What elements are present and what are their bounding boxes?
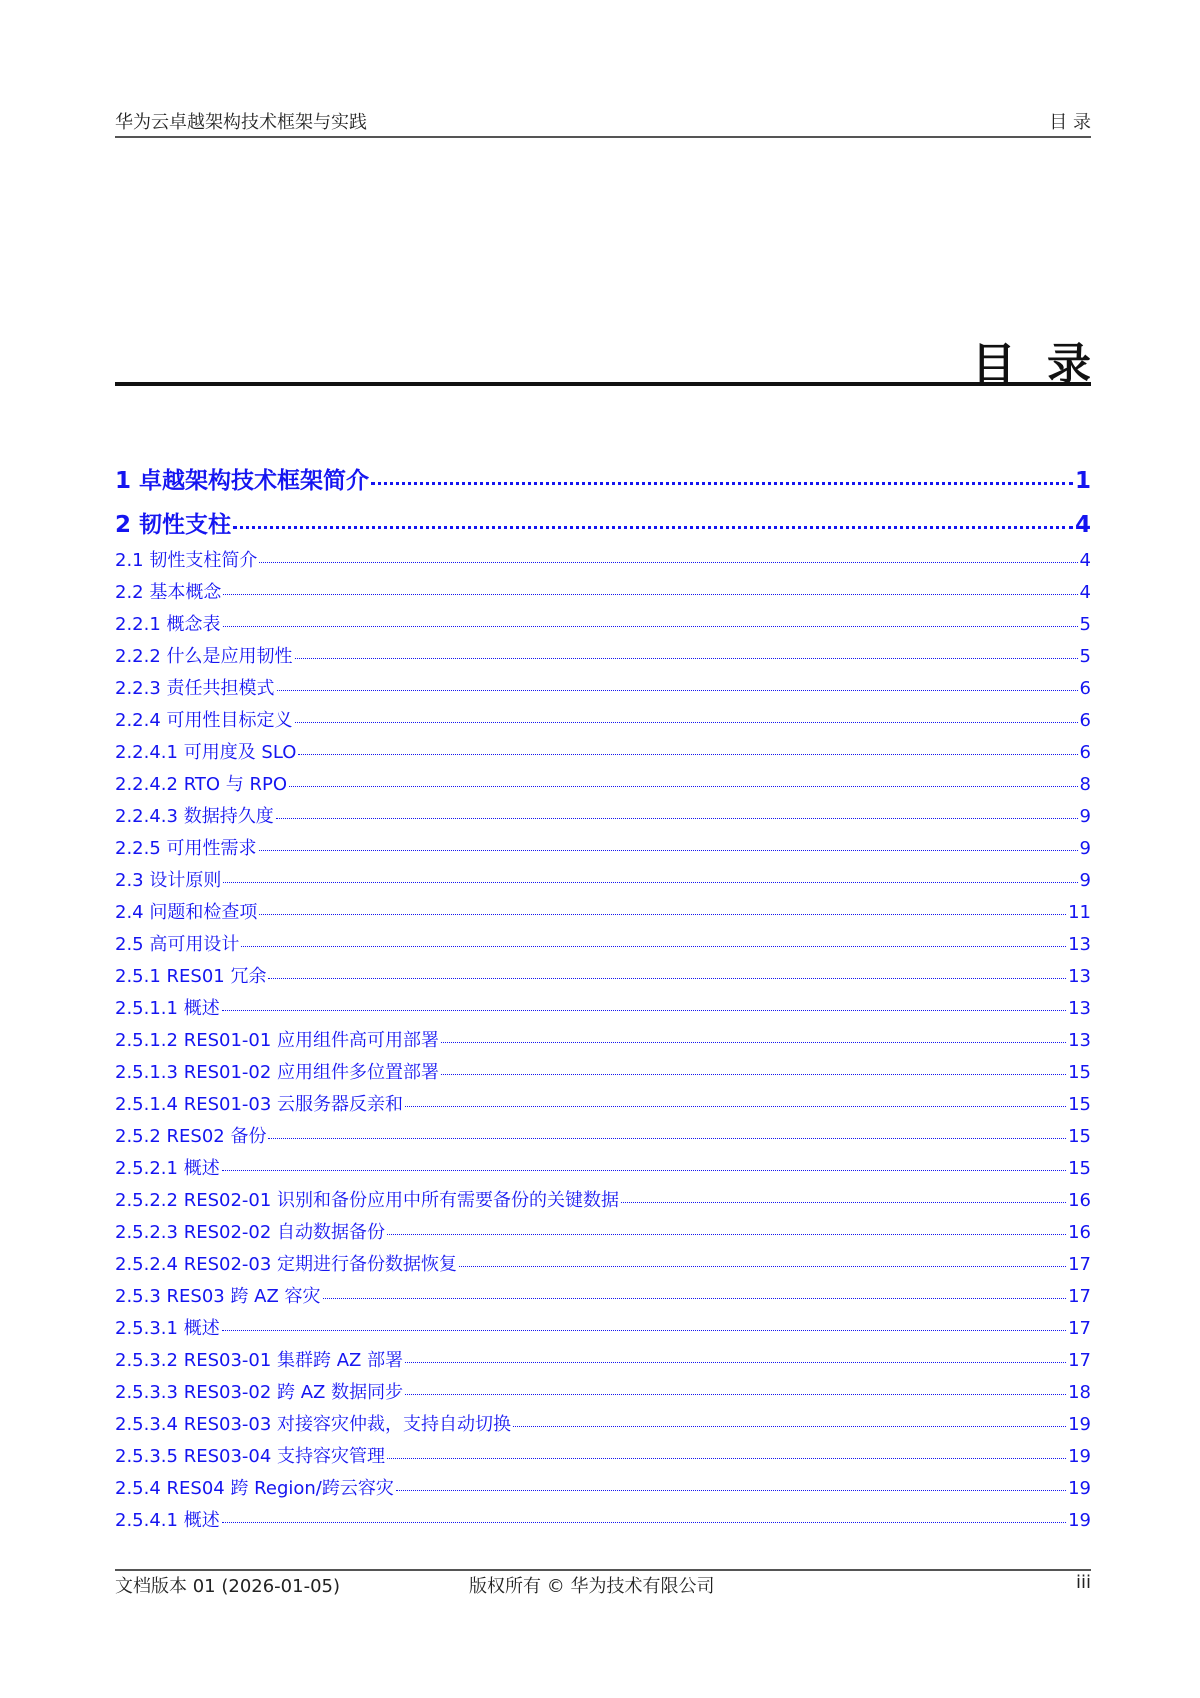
dot-leader bbox=[295, 722, 1078, 723]
dot-leader bbox=[233, 526, 1073, 529]
toc-entry-page: 1 bbox=[1074, 468, 1091, 494]
toc-entry-label: 2.5.1.1 概述 bbox=[115, 998, 220, 1019]
toc-entry-label: 2.2.4.2 RTO 与 RPO bbox=[115, 774, 288, 795]
dot-leader bbox=[259, 914, 1066, 915]
dot-leader bbox=[396, 1490, 1066, 1491]
toc-entry[interactable] bbox=[115, 1282, 1091, 1314]
toc-entry-label: 2.2 基本概念 bbox=[115, 582, 222, 603]
toc-entry[interactable] bbox=[115, 1186, 1091, 1218]
dot-leader bbox=[459, 1266, 1066, 1267]
toc-chapter-entry[interactable] bbox=[115, 506, 1091, 546]
toc-entry-page: 4 bbox=[1074, 512, 1091, 538]
toc-entry-label: 2.5.4 RES04 跨 Region/跨云容灾 bbox=[115, 1478, 394, 1499]
toc-entry-label: 2.5.1.3 RES01-02 应用组件多位置部署 bbox=[115, 1062, 440, 1083]
toc-entry-label: 2.5.2.2 RES02-01 识别和备份应用中所有需要备份的关键数据 bbox=[115, 1190, 620, 1211]
dot-leader bbox=[387, 1234, 1066, 1235]
toc-entry-page: 17 bbox=[1068, 1286, 1091, 1307]
toc-entry-page: 4 bbox=[1079, 582, 1091, 603]
toc-entry[interactable] bbox=[115, 546, 1091, 578]
header-divider bbox=[115, 136, 1091, 138]
toc-entry-page: 17 bbox=[1068, 1254, 1091, 1275]
dot-leader bbox=[276, 818, 1078, 819]
toc-chapter-entry[interactable] bbox=[115, 462, 1091, 502]
toc-entry-page: 6 bbox=[1079, 710, 1091, 731]
toc-entry-label: 2.5 高可用设计 bbox=[115, 934, 240, 955]
toc-entry-label: 2.4 问题和检查项 bbox=[115, 902, 258, 923]
toc-entry-label: 2.2.3 责任共担模式 bbox=[115, 678, 275, 699]
toc-entry-page: 15 bbox=[1068, 1158, 1091, 1179]
dot-leader bbox=[277, 690, 1078, 691]
toc-entry[interactable] bbox=[115, 834, 1091, 866]
dot-leader bbox=[223, 882, 1077, 883]
toc-entry[interactable] bbox=[115, 610, 1091, 642]
toc-entry-label: 2.5.3.4 RES03-03 对接容灾仲裁，支持自动切换 bbox=[115, 1414, 512, 1435]
toc-entry-page: 9 bbox=[1079, 870, 1091, 891]
toc-entry[interactable] bbox=[115, 1474, 1091, 1506]
toc-entry-page: 19 bbox=[1068, 1478, 1091, 1499]
toc-entry-page: 4 bbox=[1079, 550, 1091, 571]
dot-leader bbox=[223, 594, 1077, 595]
toc-entry[interactable] bbox=[115, 1122, 1091, 1154]
toc-entry[interactable] bbox=[115, 962, 1091, 994]
page-footer bbox=[115, 1572, 1091, 1596]
toc-entry[interactable] bbox=[115, 1218, 1091, 1250]
toc-entry-page: 15 bbox=[1068, 1062, 1091, 1083]
title-divider bbox=[115, 382, 1091, 386]
toc-entry-label: 2.2.2 什么是应用韧性 bbox=[115, 646, 293, 667]
dot-leader bbox=[289, 786, 1078, 787]
dot-leader bbox=[621, 1202, 1066, 1203]
toc-entry-label: 2.1 韧性支柱简介 bbox=[115, 550, 258, 571]
toc-entry-page: 15 bbox=[1068, 1126, 1091, 1147]
toc-entry-label: 2.2.4.3 数据持久度 bbox=[115, 806, 274, 827]
toc-entry-label: 2.5.3.2 RES03-01 集群跨 AZ 部署 bbox=[115, 1350, 404, 1371]
toc-entry[interactable] bbox=[115, 1154, 1091, 1186]
toc-entry-label: 2 韧性支柱 bbox=[115, 512, 232, 538]
dot-leader bbox=[259, 562, 1077, 563]
toc-entry[interactable] bbox=[115, 1442, 1091, 1474]
toc-entry[interactable] bbox=[115, 1090, 1091, 1122]
toc-entry-label: 2.5.2.1 概述 bbox=[115, 1158, 220, 1179]
toc-entry-page: 16 bbox=[1068, 1190, 1091, 1211]
toc-entry[interactable] bbox=[115, 1410, 1091, 1442]
toc-entry-label: 2.2.1 概念表 bbox=[115, 614, 221, 635]
toc-entry-label: 2.2.4.1 可用度及 SLO bbox=[115, 742, 297, 763]
dot-leader bbox=[371, 482, 1073, 485]
toc-entry-page: 6 bbox=[1079, 742, 1091, 763]
dot-leader bbox=[513, 1426, 1066, 1427]
toc-entry[interactable] bbox=[115, 1314, 1091, 1346]
toc-entry-label: 2.5.3 RES03 跨 AZ 容灾 bbox=[115, 1286, 321, 1307]
toc-entry-page: 19 bbox=[1068, 1414, 1091, 1435]
toc-entry[interactable] bbox=[115, 674, 1091, 706]
toc-entry[interactable] bbox=[115, 1506, 1091, 1538]
dot-leader bbox=[222, 1330, 1066, 1331]
dot-leader bbox=[222, 1170, 1066, 1171]
toc-entry-page: 17 bbox=[1068, 1350, 1091, 1371]
toc-entry-page: 9 bbox=[1079, 838, 1091, 859]
toc-entry-label: 2.5.3.5 RES03-04 支持容灾管理 bbox=[115, 1446, 386, 1467]
toc-entry[interactable] bbox=[115, 930, 1091, 962]
toc-entry[interactable] bbox=[115, 802, 1091, 834]
toc-entry[interactable] bbox=[115, 706, 1091, 738]
dot-leader bbox=[295, 658, 1078, 659]
dot-leader bbox=[222, 1010, 1066, 1011]
toc-entry-page: 13 bbox=[1068, 966, 1091, 987]
dot-leader bbox=[268, 1138, 1066, 1139]
dot-leader bbox=[405, 1106, 1066, 1107]
toc-entry-page: 17 bbox=[1068, 1318, 1091, 1339]
footer-copyright: 版权所有 © 华为技术有限公司 bbox=[469, 1576, 715, 1597]
page-header bbox=[115, 110, 1091, 134]
toc-entry-page: 13 bbox=[1068, 998, 1091, 1019]
dot-leader bbox=[323, 1298, 1067, 1299]
dot-leader bbox=[298, 754, 1077, 755]
toc-entry-label: 2.5.1.2 RES01-01 应用组件高可用部署 bbox=[115, 1030, 440, 1051]
toc-entry-label: 2.5.1 RES01 冗余 bbox=[115, 966, 267, 987]
dot-leader bbox=[405, 1362, 1066, 1363]
footer-divider bbox=[115, 1569, 1091, 1571]
toc-entry[interactable] bbox=[115, 642, 1091, 674]
toc-entry[interactable] bbox=[115, 1346, 1091, 1378]
toc-entry-page: 11 bbox=[1068, 902, 1091, 923]
toc-entry[interactable] bbox=[115, 898, 1091, 930]
toc-entry-page: 15 bbox=[1068, 1094, 1091, 1115]
toc-entry-label: 2.5.4.1 概述 bbox=[115, 1510, 220, 1531]
toc-entry-label: 2.5.3.3 RES03-02 跨 AZ 数据同步 bbox=[115, 1382, 404, 1403]
page-title: 目 录 bbox=[971, 339, 1099, 390]
toc-entry[interactable] bbox=[115, 770, 1091, 802]
dot-leader bbox=[387, 1458, 1066, 1459]
toc-entry-page: 18 bbox=[1068, 1382, 1091, 1403]
toc-entry[interactable] bbox=[115, 1250, 1091, 1282]
footer-page-number: iii bbox=[1075, 1572, 1091, 1593]
toc-entry-page: 16 bbox=[1068, 1222, 1091, 1243]
toc-entry[interactable] bbox=[115, 994, 1091, 1026]
toc-entry[interactable] bbox=[115, 578, 1091, 610]
dot-leader bbox=[223, 626, 1078, 627]
toc-entry-page: 19 bbox=[1068, 1510, 1091, 1531]
toc-entry[interactable] bbox=[115, 1026, 1091, 1058]
toc-entry-page: 19 bbox=[1068, 1446, 1091, 1467]
toc-entry[interactable] bbox=[115, 866, 1091, 898]
dot-leader bbox=[405, 1394, 1066, 1395]
toc-entry-label: 2.3 设计原则 bbox=[115, 870, 222, 891]
toc-entry[interactable] bbox=[115, 738, 1091, 770]
toc-entry[interactable] bbox=[115, 1378, 1091, 1410]
toc-entry-label: 2.2.4 可用性目标定义 bbox=[115, 710, 293, 731]
toc-entry-page: 5 bbox=[1079, 646, 1091, 667]
header-doc-title: 华为云卓越架构技术框架与实践 bbox=[115, 112, 367, 133]
dot-leader bbox=[259, 850, 1078, 851]
dot-leader bbox=[441, 1042, 1066, 1043]
dot-leader bbox=[441, 1074, 1066, 1075]
toc-entry-page: 13 bbox=[1068, 1030, 1091, 1051]
footer-version: 文档版本 01 (2026-01-05) bbox=[115, 1576, 340, 1597]
toc-entry-page: 8 bbox=[1079, 774, 1091, 795]
toc-entry-label: 2.5.2.3 RES02-02 自动数据备份 bbox=[115, 1222, 386, 1243]
toc-entry[interactable] bbox=[115, 1058, 1091, 1090]
header-section: 目 录 bbox=[1049, 112, 1091, 133]
toc-entry-label: 1 卓越架构技术框架简介 bbox=[115, 468, 370, 494]
toc-entry-label: 2.5.2 RES02 备份 bbox=[115, 1126, 267, 1147]
toc-entry-label: 2.5.2.4 RES02-03 定期进行备份数据恢复 bbox=[115, 1254, 458, 1275]
toc-entry-page: 5 bbox=[1079, 614, 1091, 635]
toc-entry-label: 2.5.1.4 RES01-03 云服务器反亲和 bbox=[115, 1094, 404, 1115]
toc-entry-page: 9 bbox=[1079, 806, 1091, 827]
dot-leader bbox=[222, 1522, 1066, 1523]
dot-leader bbox=[268, 978, 1066, 979]
toc-entry-page: 6 bbox=[1079, 678, 1091, 699]
toc-entry-label: 2.2.5 可用性需求 bbox=[115, 838, 257, 859]
toc-entry-label: 2.5.3.1 概述 bbox=[115, 1318, 220, 1339]
toc-entry-page: 13 bbox=[1068, 934, 1091, 955]
dot-leader bbox=[241, 946, 1066, 947]
